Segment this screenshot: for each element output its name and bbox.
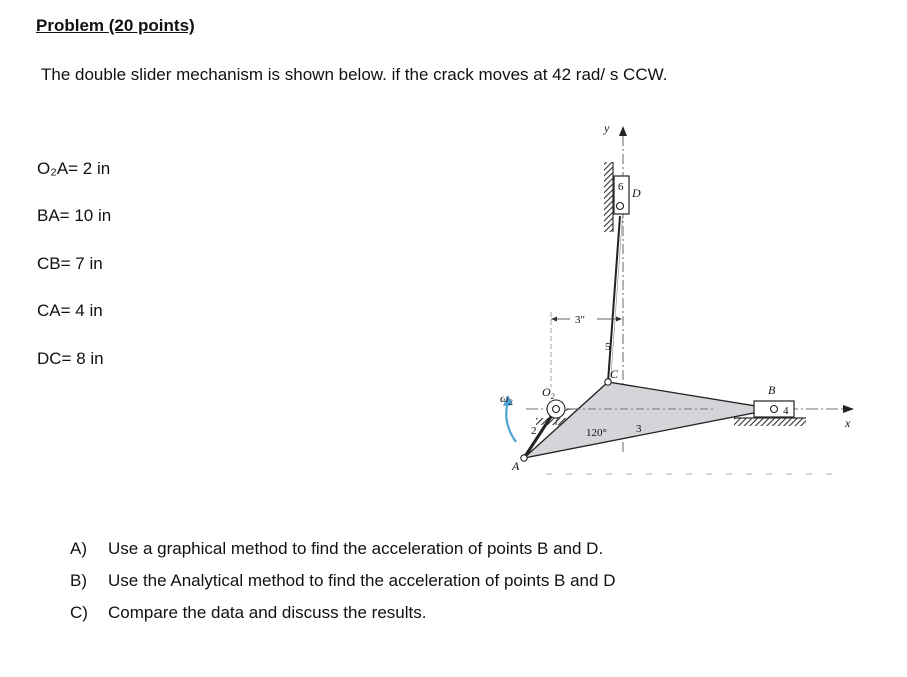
question-c-text: Compare the data and discuss the results.	[108, 603, 427, 622]
label-o2	[542, 385, 555, 401]
omega-arrow	[506, 402, 516, 442]
ground-horizontal	[734, 418, 806, 426]
given-ba: BA= 10 in	[37, 206, 112, 225]
problem-title-main: Problem	[36, 16, 109, 35]
question-c-label: C)	[70, 603, 88, 622]
problem-title	[36, 16, 195, 36]
label-slider-4: 4	[783, 405, 789, 417]
given-o2a: O₂A= 2 in	[37, 159, 111, 178]
question-c	[70, 603, 426, 623]
y-axis-arrow	[619, 126, 627, 136]
label-angle: 120°	[586, 427, 607, 439]
pivot-o2-pin	[553, 406, 560, 413]
question-b-text: Use the Analytical method to find the acceleration of points B and D	[108, 571, 616, 590]
label-link-3: 3	[636, 423, 642, 435]
question-b	[70, 571, 615, 591]
label-link-5: 5	[605, 341, 611, 353]
given-cb: CB= 7 in	[37, 254, 103, 273]
label-b: B	[768, 383, 776, 397]
label-slider-6: 6	[618, 181, 624, 193]
offset-label: 3″	[575, 314, 586, 326]
problem-intro: The double slider mechanism is shown below. if the crack moves at 42 rad/ s CCW.	[41, 65, 668, 84]
given-dc: DC= 8 in	[37, 349, 104, 368]
pin-a	[521, 455, 527, 461]
question-a-label: A)	[70, 539, 87, 558]
x-axis-label: x	[845, 416, 851, 430]
label-d: D	[632, 186, 641, 200]
label-link-2: 2	[531, 425, 537, 437]
ground-vertical	[604, 162, 613, 232]
question-a	[70, 539, 603, 559]
offset-arrow-right	[616, 317, 622, 322]
label-c: C	[610, 367, 619, 381]
question-a-text: Use a graphical method to find the acceleration of points B and D.	[108, 539, 604, 558]
label-omega-sub: 2	[508, 398, 513, 407]
link-5	[608, 216, 620, 382]
pin-d	[617, 203, 624, 210]
y-axis-label: y	[604, 121, 610, 135]
x-axis-arrow	[843, 405, 854, 413]
offset-arrow-left	[551, 317, 557, 322]
pin-b	[771, 406, 778, 413]
mechanism-diagram	[486, 112, 866, 492]
label-omega	[500, 391, 512, 407]
link-5-edge	[611, 216, 623, 382]
question-b-label: B)	[70, 571, 87, 590]
label-omega-main: ω	[500, 391, 509, 405]
problem-title-points: (20 points)	[108, 16, 195, 35]
label-a: A	[512, 459, 520, 473]
label-o2-main: O	[542, 385, 551, 399]
label-o2-sub: 2	[550, 392, 555, 401]
given-ca: CA= 4 in	[37, 301, 103, 320]
